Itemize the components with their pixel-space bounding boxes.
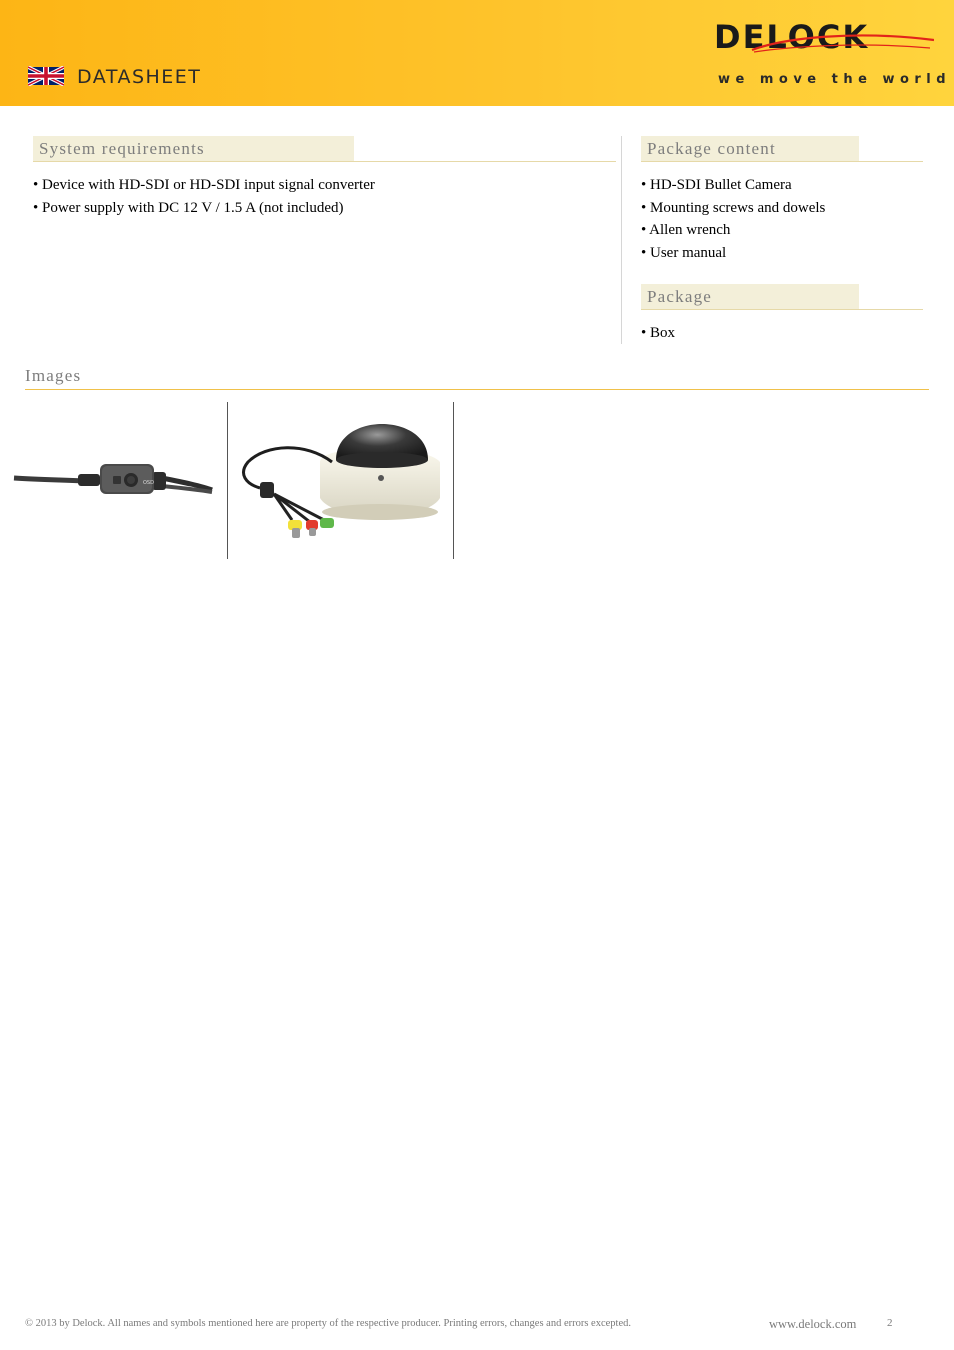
camera-cable-control-image [12,402,222,557]
footer-url[interactable]: www.delock.com [769,1317,857,1331]
footer-copyright: © 2013 by Delock. All names and symbols mentioned here are property of the respective producer. Printing errors, changes and errors excepted. [25,1318,631,1329]
svg-text:OSD: OSD [143,480,154,486]
list-item: • Power supply with DC 12 V / 1.5 A (not included) [33,199,344,216]
package-title: Package [641,284,859,309]
image-separator [227,402,228,559]
datasheet-label: DATASHEET [77,66,202,88]
package-content-title: Package content [641,136,859,161]
system-requirements-list [33,174,375,219]
list-item: • Allen wrench [641,222,731,238]
package-header [641,284,923,310]
list-item: • HD-SDI Bullet Camera [641,177,792,193]
logo-swoosh-icon [744,18,934,68]
system-requirements-header [33,136,616,162]
logo-wordmark: DELOCK [714,18,870,56]
list-item: • Mounting screws and dowels [641,199,826,216]
page-number: 2 [887,1317,893,1329]
delock-logo [714,18,952,92]
dome-camera-image [236,402,446,557]
header-banner [0,0,954,106]
column-divider [621,136,622,344]
uk-flag-icon [28,66,64,86]
package-content-list [641,174,825,264]
image-separator [453,402,454,559]
images-rule [25,389,929,390]
images-title: Images [25,366,82,385]
package-content-header [641,136,923,162]
system-requirements-title: System requirements [33,136,354,161]
package-list [641,322,675,345]
list-item: • Device with HD-SDI or HD-SDI input signal converter [33,177,375,193]
list-item: • Box [641,325,676,341]
logo-tagline: we move the world [718,72,952,87]
list-item: • User manual [641,244,727,261]
